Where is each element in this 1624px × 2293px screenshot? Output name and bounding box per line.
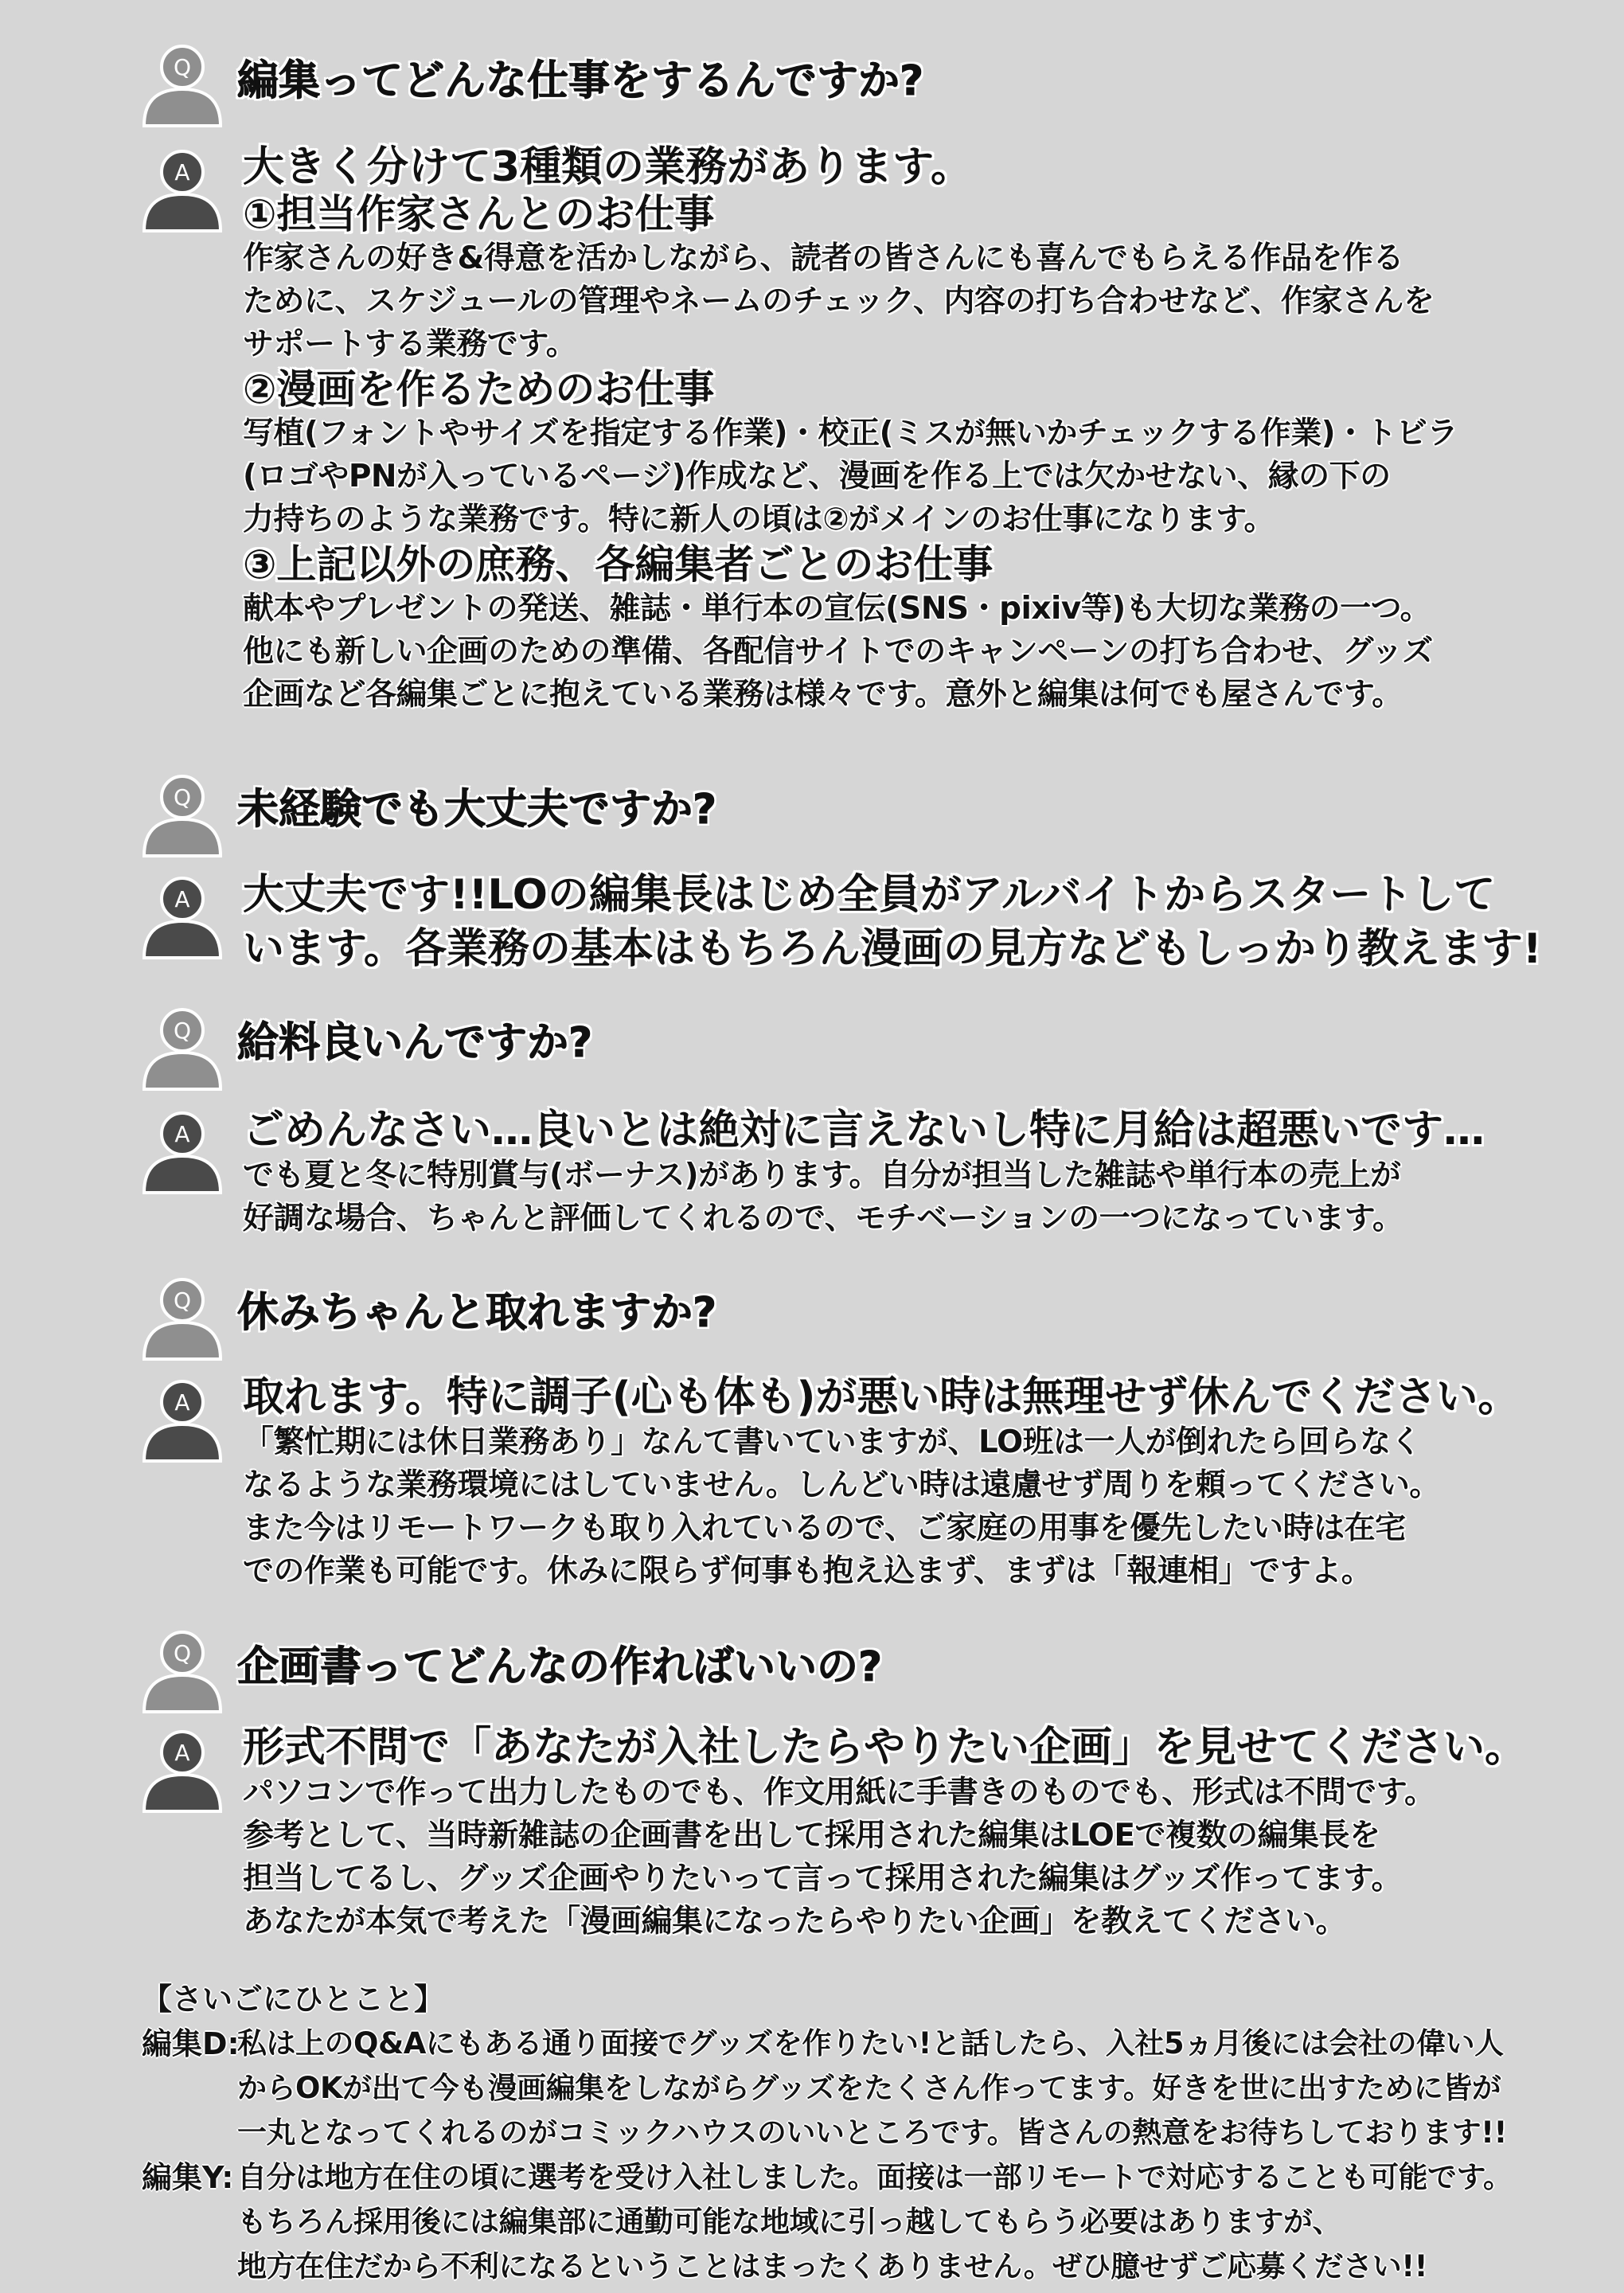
closing-speaker: 編集D: [142,2026,240,2061]
closing-title: 【さいごにひとこと】 [142,1982,445,2017]
section-title: ③上記以外の庶務、各編集者ごとのお仕事 [243,541,994,588]
section-line: 作家さんの好き&得意を活かしながら、読者の皆さんにも喜んでもらえる作品を作る [243,240,1404,276]
answer-line: あなたが本気で考えた「漫画編集になったらやりたい企画」を教えてください。 [243,1904,1347,1939]
closing-section [135,1977,1616,2289]
section-line: (ロゴやPNが入っているページ)作成など、漫画を作る上では欠かせない、縁の下の [243,459,1391,494]
question-2: 未経験でも大丈夫ですか? [237,786,717,834]
answer-line: 「繁忙期には休日業務あり」なんて書いていますが、LO班は一人が倒れたら回らなく [243,1424,1422,1460]
section-line: 企画など各編集ごとに抱えている業務は様々です。意外と編集は何でも屋さんです。 [243,677,1403,713]
answer-1 [243,143,1596,717]
question-avatar-icon [139,1624,225,1713]
answer-avatar-letter: A [174,159,190,186]
question-avatar-icon [139,768,225,857]
answer-line: なるような業務環境にはしていません。しんどい時は遠慮せず周りを頼ってください。 [243,1467,1440,1503]
answer-heading: ごめんなさい…良いとは絶対に言えないし特に月給は超悪いです… [243,1107,1485,1154]
section-line: 献本やプレゼントの発送、雑誌・単行本の宣伝(SNS・pixiv等)も大切な業務の一つ。 [243,591,1431,627]
answer-avatar-icon [139,1373,225,1463]
answer-avatar-letter: A [174,886,190,912]
answer-avatar-letter: A [174,1389,190,1416]
question-avatar-letter: Q [173,1287,192,1314]
closing-line: 自分は地方在住の頃に選考を受け入社しました。面接は一部リモートで対応することも可能です。 [237,2160,1513,2194]
answer-heading: 取れます。特に調子(心も体も)が悪い時は無理せず休んでください。 [243,1373,1520,1421]
answer-line: 参考として、当時新雑誌の企画書を出して採用された編集はLOEで複数の編集長を [243,1818,1380,1854]
question-3: 給料良いんですか? [237,1019,593,1067]
question-avatar-icon [139,1272,225,1361]
question-avatar-letter: Q [173,784,192,811]
answer-line: 大丈夫です!!LOの編集長はじめ全員がアルバイトからスタートして [243,871,1496,919]
closing-speaker: 編集Y: [142,2160,234,2195]
section-line: 他にも新しい企画のための準備、各配信サイトでのキャンペーンの打ち合わせ、グッズ [243,634,1433,670]
answer-line: パソコンで作って出力したものでも、作文用紙に手書きのものでも、形式は不問です。 [243,1775,1435,1811]
answer-line: また今はリモートワークも取り入れているので、ご家庭の用事を優先したい時は在宅 [243,1510,1406,1546]
question-avatar-letter: Q [173,1018,192,1044]
answer-2 [243,868,1596,976]
section-line: サポートする業務です。 [243,326,577,362]
section-title: ②漫画を作るためのお仕事 [243,366,715,412]
answer-line: います。各業務の基本はもちろん漫画の見方などもしっかり教えます! [243,925,1542,973]
answer-line: 好調な場合、ちゃんと評価してくれるので、モチベーションの一つになっています。 [243,1201,1403,1236]
answer-5 [243,1724,1596,1943]
answer-line: での作業も可能です。休みに限らず何事も抱え込まず、まずは「報連相」ですよ。 [243,1553,1372,1589]
question-avatar-icon [139,1002,225,1091]
closing-line: 地方在住だから不利になるということはまったくありません。ぜひ臆せずご応募ください!! [237,2249,1427,2283]
answer-avatar-icon [139,1105,225,1194]
section-line: ために、スケジュールの管理やネームのチェック、内容の打ち合わせなど、作家さんを [243,283,1435,319]
answer-3 [243,1107,1596,1240]
question-avatar-letter: Q [173,54,192,80]
question-avatar-letter: Q [173,1640,192,1666]
closing-line: からOKが出て今も漫画編集をしながらグッズをたくさん作ってます。好きを世に出すために皆が [237,2071,1501,2105]
closing-entry [135,2155,1616,2289]
answer-line: 担当してるし、グッズ企画やりたいって言って採用された編集はグッズ作ってます。 [243,1861,1402,1897]
question-1: 編集ってどんな仕事をするんですか? [237,57,924,105]
answer-avatar-letter: A [174,1121,190,1147]
answer-heading: 形式不問で「あなたが入社したらやりたい企画」を見せてください。 [243,1724,1527,1772]
closing-line: 一丸となってくれるのがコミックハウスのいいところです。皆さんの熱意をお待ちしております!! [237,2115,1507,2150]
question-5: 企画書ってどんなの作ればいいの? [237,1643,883,1691]
answer-avatar-icon [139,1724,225,1813]
closing-entry [135,2022,1616,2155]
answer-line: でも夏と冬に特別賞与(ボーナス)があります。自分が担当した雑誌や単行本の売上が [243,1158,1401,1193]
answer-avatar-letter: A [174,1740,190,1766]
answer-avatar-icon [139,143,225,232]
question-4: 休みちゃんと取れますか? [237,1289,717,1337]
section-line: 力持ちのような業務です。特に新人の頃は②がメインのお仕事になります。 [243,502,1275,537]
section-title: ①担当作家さんとのお仕事 [243,191,715,237]
answer-avatar-icon [139,870,225,959]
section-line: 写植(フォントやサイズを指定する作業)・校正(ミスが無いかチェックする作業)・トビラ [243,416,1458,451]
closing-line: 私は上のQ&Aにもある通り面接でグッズを作りたい!と話したら、入社5ヵ月後には会社の偉い人 [237,2026,1504,2061]
question-avatar-icon [139,38,225,127]
closing-line: もちろん採用後には編集部に通勤可能な地域に引っ越してもらう必要はありますが、 [237,2205,1341,2239]
answer-heading: 大きく分けて3種類の業務があります。 [243,143,973,191]
answer-4 [243,1373,1596,1593]
